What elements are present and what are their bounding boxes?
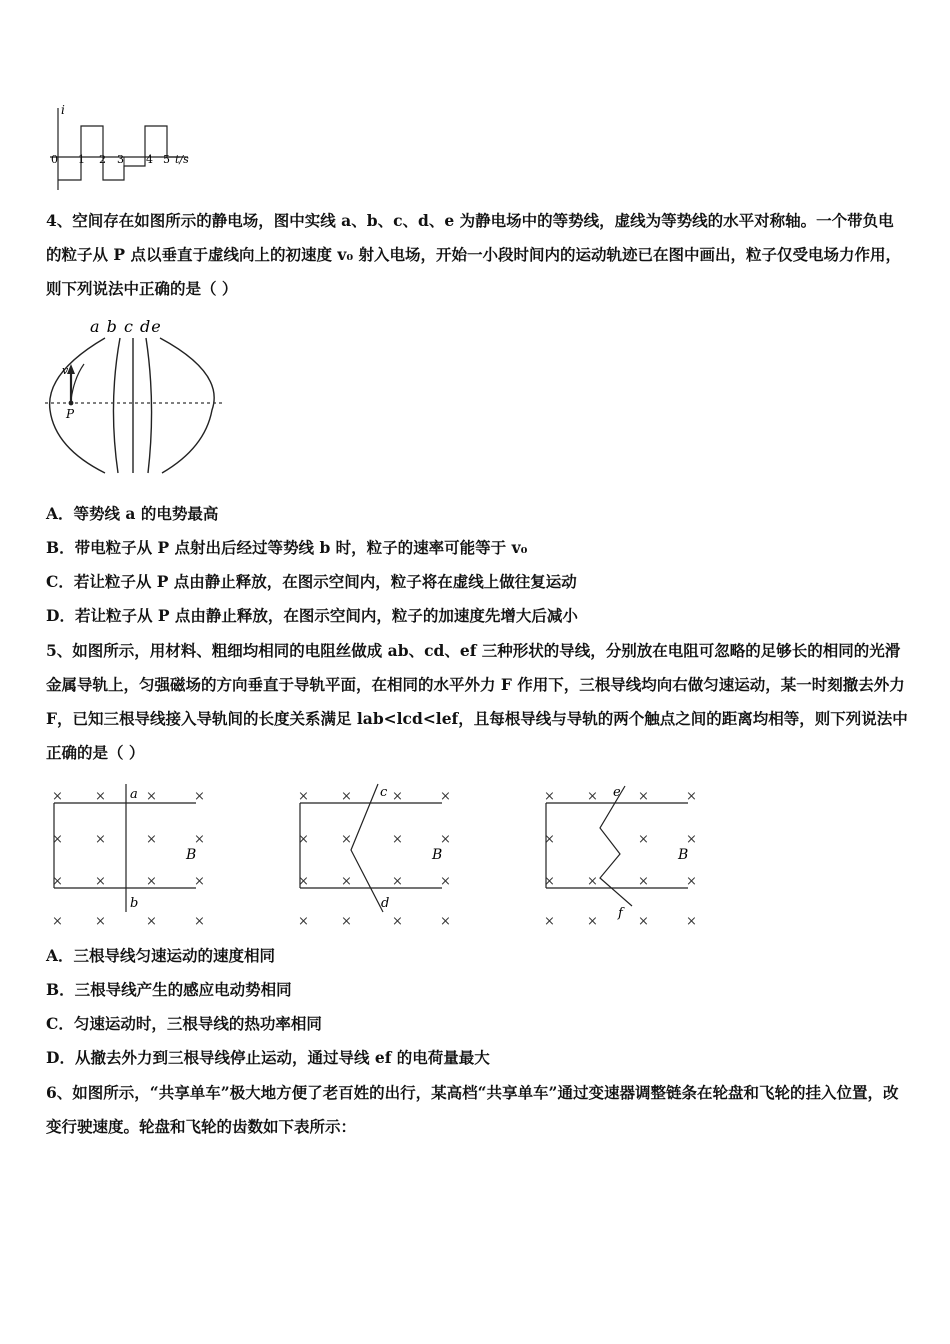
q5-option-c[interactable]: C．匀速运动时，三根导线的热功率相同 [46, 1014, 322, 1033]
particle-point [69, 401, 74, 406]
svg-text:×: × [686, 914, 697, 929]
svg-text:×: × [341, 914, 352, 929]
svg-text:×: × [298, 789, 309, 804]
svg-text:×: × [638, 789, 649, 804]
label-e: e [613, 785, 621, 800]
svg-text:×: × [392, 914, 403, 929]
svg-text:×: × [95, 832, 106, 847]
svg-text:×: × [440, 914, 451, 929]
graph-y-label: i [61, 103, 65, 117]
q6-stem: 6、如图所示，“共享单车”极大地方便了老百姓的出行，某高档“共享单车”通过变速器调整链条在轮盘和飞轮的挂入位置，改变行驶速度。轮盘和飞轮的齿数如下表所示： [46, 1083, 899, 1136]
svg-text:×: × [146, 874, 157, 889]
svg-text:×: × [52, 832, 63, 847]
svg-text:×: × [638, 874, 649, 889]
field-label-2: B [432, 847, 443, 863]
svg-text:×: × [392, 874, 403, 889]
label-d: d [381, 896, 390, 911]
svg-text:×: × [392, 789, 403, 804]
label-b: b [130, 896, 139, 911]
q4-option-c[interactable]: C．若让粒子从 P 点由静止释放，在图示空间内，粒子将在虚线上做往复运动 [46, 572, 577, 591]
svg-text:×: × [95, 789, 106, 804]
svg-text:×: × [587, 874, 598, 889]
svg-text:×: × [52, 914, 63, 929]
svg-text:×: × [298, 914, 309, 929]
current-time-graph [40, 100, 200, 195]
svg-text:×: × [341, 874, 352, 889]
q4-option-d[interactable]: D．若让粒子从 P 点由静止释放，在图示空间内，粒子的加速度先增大后减小 [46, 606, 578, 625]
svg-text:×: × [194, 832, 205, 847]
svg-text:×: × [194, 874, 205, 889]
svg-text:×: × [686, 789, 697, 804]
svg-text:×: × [440, 789, 451, 804]
equipotential-labels: a b c de [90, 318, 162, 336]
svg-text:×: × [392, 832, 403, 847]
svg-text:×: × [544, 914, 555, 929]
graph-tick-0: 0 [51, 153, 58, 166]
svg-text:×: × [341, 789, 352, 804]
svg-text:×: × [686, 874, 697, 889]
svg-text:×: × [52, 789, 63, 804]
graph-tick-3: 3 [117, 153, 124, 166]
svg-text:×: × [544, 874, 555, 889]
svg-text:×: × [146, 789, 157, 804]
label-a: a [130, 787, 138, 802]
rail-figure-cd [298, 784, 451, 929]
svg-text:×: × [544, 789, 555, 804]
svg-text:×: × [146, 914, 157, 929]
graph-tick-1: 1 [78, 153, 85, 166]
svg-text:×: × [440, 874, 451, 889]
svg-text:×: × [194, 789, 205, 804]
svg-text:×: × [298, 832, 309, 847]
graph-tick-5: 5 [163, 153, 170, 166]
svg-text:×: × [686, 832, 697, 847]
q5-option-d[interactable]: D．从撤去外力到三根导线停止运动，通过导线 ef 的电荷量最大 [46, 1048, 490, 1067]
svg-text:×: × [341, 832, 352, 847]
rail-figure-ef [544, 785, 697, 929]
svg-text:×: × [298, 874, 309, 889]
point-p-label: P [66, 407, 75, 421]
equipotential-figure [40, 318, 230, 480]
velocity-label: v [62, 364, 69, 377]
svg-text:×: × [95, 914, 106, 929]
svg-text:×: × [587, 914, 598, 929]
svg-text:×: × [440, 832, 451, 847]
q5-option-b[interactable]: B．三根导线产生的感应电动势相同 [46, 980, 292, 999]
graph-tick-2: 2 [99, 153, 106, 166]
svg-text:×: × [638, 914, 649, 929]
q4-option-b[interactable]: B．带电粒子从 P 点射出后经过等势线 b 时，粒子的速率可能等于 v₀ [46, 538, 528, 557]
q5-option-a[interactable]: A．三根导线匀速运动的速度相同 [46, 946, 276, 965]
label-f: f [618, 906, 623, 921]
field-label-1: B [186, 847, 197, 863]
q4-stem: 4、空间存在如图所示的静电场，图中实线 a、b、c、d、e 为静电场中的等势线，虚线为等势线的水平对称轴。一个带负电的粒子从 P 点以垂直于虚线向上的初速度 v₀ 射入电场，开始一小段时间内的运动轨迹已在图中画出，粒子仅受电场力作用，则下列说法中正确的是（ ） [46, 211, 902, 298]
equipotential-b [113, 338, 120, 473]
svg-text:×: × [95, 874, 106, 889]
graph-tick-4: 4 [146, 153, 153, 166]
label-c: c [380, 785, 388, 800]
svg-text:×: × [52, 874, 63, 889]
equipotential-d [146, 338, 152, 473]
q4-option-a[interactable]: A．等势线 a 的电势最高 [46, 504, 219, 523]
svg-text:×: × [638, 832, 649, 847]
rail-figures [40, 778, 720, 930]
svg-text:×: × [194, 914, 205, 929]
svg-text:×: × [544, 832, 555, 847]
graph-x-label: t/s [175, 153, 189, 166]
q5-stem: 5、如图所示，用材料、粗细均相同的电阻丝做成 ab、cd、ef 三种形状的导线，分别放在电阻可忽略的足够长的相同的光滑金属导轨上，匀强磁场的方向垂直于导轨平面，在相同的水平外力 F 作用下，三根导线均向右做匀速运动，某一时刻撤去外力 F，已知三根导线接入导轨间的长度关系满足 lab<lcd<lef，且每根导线与导轨的两个触点之间的距离均相等，则下列说法中正确的是（ ） [46, 641, 908, 762]
rail-figure-ab [52, 784, 205, 929]
equipotential-a [50, 338, 105, 473]
field-label-3: B [678, 847, 689, 863]
svg-text:×: × [587, 789, 598, 804]
equipotential-e [160, 338, 214, 473]
svg-text:×: × [146, 832, 157, 847]
